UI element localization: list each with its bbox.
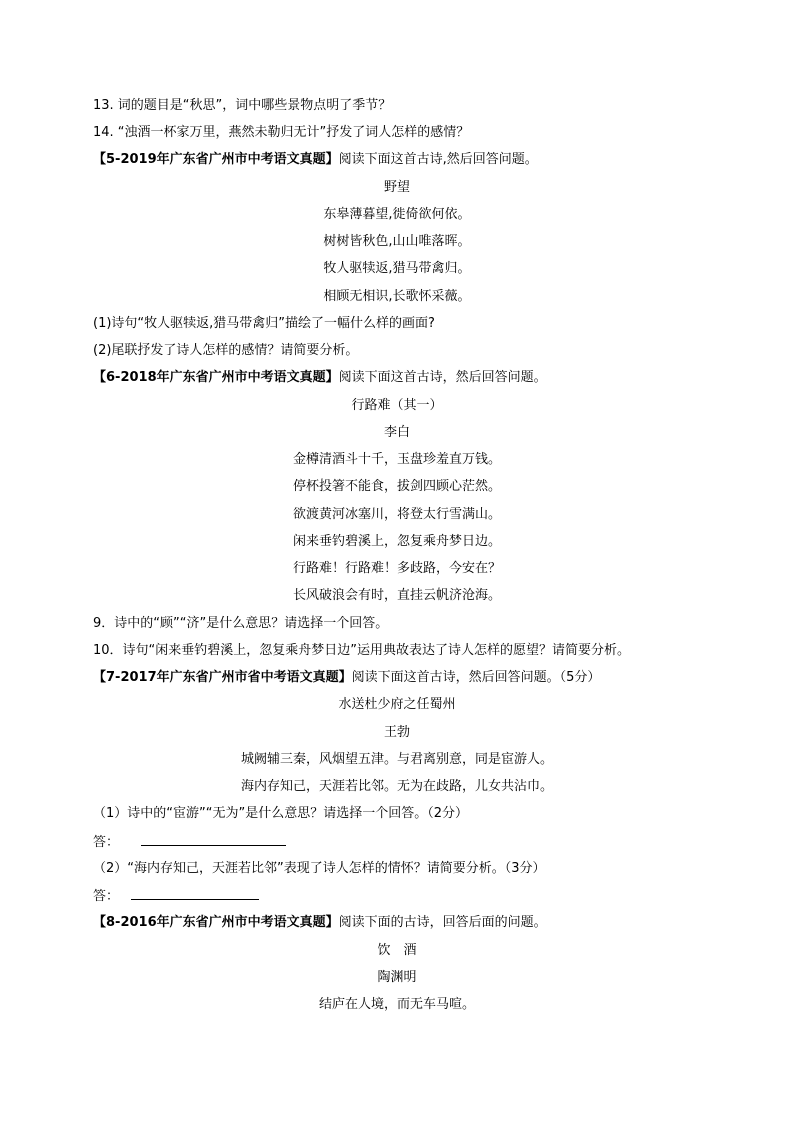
answer-blank-line[interactable] xyxy=(131,887,259,900)
poem-6-author: 李白 xyxy=(383,425,410,440)
answer-blank-line[interactable] xyxy=(141,833,286,846)
poem-6-line-5: 行路难！行路难！多歧路，今安在？ xyxy=(292,561,501,576)
poem-6-line-2: 停杯投箸不能食，拔剑四顾心茫然。 xyxy=(292,479,501,494)
question-10: 10．诗句“闲来垂钓碧溪上，忽复乘舟梦日边”运用典故表达了诗人怎样的愿望？请简要分析。 xyxy=(93,643,631,658)
poem-7-line-2: 海内存知己，天涯若比邻。无为在歧路，儿女共沾巾。 xyxy=(240,779,553,794)
poem-6-line-6: 长风破浪会有时，直挂云帆济沧海。 xyxy=(292,588,501,603)
section-8-tag: 【8-2016年广东省广州市中考语文真题】 xyxy=(93,915,339,930)
question-7-1: （1）诗中的“宦游”“无为”是什么意思？请选择一个回答。（2分） xyxy=(93,806,468,821)
poem-7-line-1: 城阙辅三秦，风烟望五津。与君离别意，同是宦游人。 xyxy=(240,752,553,767)
poem-6-line-1: 金樽清酒斗十千，玉盘珍羞直万钱。 xyxy=(292,452,501,467)
section-6-tag: 【6-2018年广东省广州市中考语文真题】 xyxy=(93,370,339,385)
section-5-tag: 【5-2019年广东省广州市中考语文真题】 xyxy=(93,152,339,167)
poem-8-line-1: 结庐在人境，而无车马喧。 xyxy=(318,997,475,1012)
section-7-tag: 【7-2017年广东省广州市省中考语文真题】 xyxy=(93,670,352,685)
answer-7-1 xyxy=(93,833,286,852)
poem-5-title: 野望 xyxy=(383,180,410,195)
answer-label: 答： xyxy=(93,889,120,904)
answer-label: 答： xyxy=(93,835,120,850)
poem-8-author: 陶渊明 xyxy=(377,970,417,985)
question-14: 14. “浊酒一杯家万里，燕然未勒归无计”抒发了词人怎样的感情？ xyxy=(93,125,470,140)
poem-5-line-3: 牧人驱犊返,猎马带禽归。 xyxy=(323,261,471,276)
poem-6-title: 行路难（其一） xyxy=(351,398,443,413)
section-5-heading xyxy=(93,151,538,169)
poem-6-line-4: 闲来垂钓碧溪上，忽复乘舟梦日边。 xyxy=(292,534,501,549)
section-5-instruction: 阅读下面这首古诗,然后回答问题。 xyxy=(338,152,538,167)
section-8-instruction: 阅读下面的古诗，回答后面的问题。 xyxy=(338,915,547,930)
section-6-instruction: 阅读下面这首古诗，然后回答问题。 xyxy=(338,370,547,385)
question-7-2: （2）“海内存知己，天涯若比邻”表现了诗人怎样的情怀？请简要分析。（3分） xyxy=(93,861,546,876)
poem-5-line-4: 相顾无相识,长歌怀采薇。 xyxy=(323,289,471,304)
section-8-heading xyxy=(93,914,547,932)
section-7-heading xyxy=(93,669,600,687)
question-5-2: (2)尾联抒发了诗人怎样的感情？请简要分析。 xyxy=(93,343,359,358)
question-5-1: (1)诗句“牧人驱犊返,猎马带禽归”描绘了一幅什么样的画面? xyxy=(93,316,435,331)
poem-6-line-3: 欲渡黄河冰塞川，将登太行雪满山。 xyxy=(292,507,501,522)
poem-8-title: 饮 酒 xyxy=(377,943,417,958)
question-13: 13. 词的题目是“秋思”，词中哪些景物点明了季节？ xyxy=(93,98,392,113)
section-7-instruction: 阅读下面这首古诗，然后回答问题。（5分） xyxy=(351,670,601,685)
poem-7-author: 王勃 xyxy=(383,725,410,740)
poem-5-line-2: 树树皆秋色,山山唯落晖。 xyxy=(323,234,471,249)
section-6-heading xyxy=(93,369,547,387)
answer-7-2 xyxy=(93,887,259,906)
poem-5-line-1: 东皋薄暮望,徙倚欲何依。 xyxy=(323,207,471,222)
question-9: 9．诗中的“顾”“济”是什么意思？请选择一个回答。 xyxy=(93,616,389,631)
poem-7-title: 水送杜少府之任蜀州 xyxy=(338,697,456,712)
